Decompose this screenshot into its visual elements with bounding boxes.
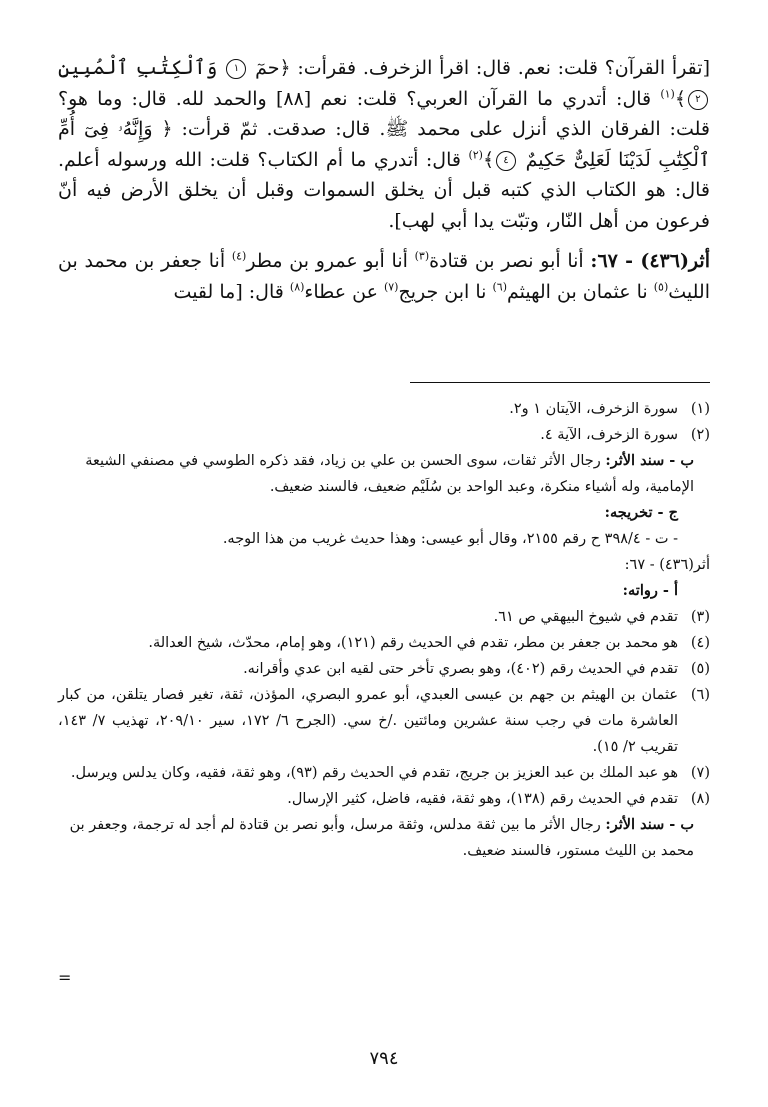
footnote-number: (١) (690, 401, 710, 417)
footnote-5 (58, 656, 710, 682)
footnote-ref: (٦) (492, 280, 507, 294)
text-segment: نا ابن جريج (398, 280, 493, 303)
footnotes (58, 396, 710, 864)
footnote-1 (58, 396, 710, 422)
text-segment: نا عثمان بن الهيثم (507, 280, 654, 303)
footnote-number: (٨) (690, 791, 710, 807)
section-heading: ب - سند الأثر: (605, 452, 694, 469)
footnote-number: (٦) (690, 687, 710, 703)
main-text (58, 52, 710, 307)
takhrij-heading: ج - تخريجه: (604, 504, 678, 521)
footnote-text: سورة الزخرف، الآية ٤. (540, 427, 678, 443)
footnote-number: (٣) (690, 609, 710, 625)
ayah-marker: ١ (226, 59, 246, 79)
section-heading: ب - سند الأثر: (605, 816, 694, 833)
footnote-number: (٤) (690, 635, 710, 651)
ayah-marker: ٤ (496, 151, 516, 171)
text-segment: [تقرأ القرآن؟ قلت: نعم. قال: اقرأ الزخرف. فقرأت: ﴿حمٓ (248, 57, 710, 79)
athar-label: أثر(٤٣٦) - ٦٧: (590, 250, 710, 272)
footnote-text: هو عبد الملك بن عبد العزيز بن جريج، تقدم في الحديث رقم (٩٣)، وهو ثقة، فقيه، وكان يدلس ويرسل. (70, 765, 678, 781)
bracket: ﴾ (674, 87, 686, 110)
ruwat-heading: أ - رواته: (622, 582, 678, 599)
footnote-ref: (٢) (468, 148, 483, 162)
sanad-section-1 (58, 448, 710, 500)
footnote-7 (58, 760, 710, 786)
footnote-text: سورة الزخرف، الآيتان ١ و٢. (509, 401, 678, 417)
takhrij-text: - ت - ٣٩٨/٤ ح رقم ٢١٥٥، وقال أبو عيسى: وهذا حديث غريب من هذا الوجه. (222, 531, 678, 547)
footnote-separator (410, 382, 710, 383)
footnote-6 (58, 682, 710, 760)
footnote-2 (58, 422, 710, 448)
text-segment: قال: أتدري ما أم الكتاب؟ قلت: الله ورسوله أعلم. قال: هو الكتاب الذي كتبه قبل أن يخلق السموات وقبل أن يخلق الأرض فيه أنّ فرعون من أهل النّار، وتبّت يدا أبي لهب]. (58, 148, 710, 232)
footnote-number: (٢) (690, 427, 710, 443)
ayah-marker: ٢ (688, 90, 708, 110)
footnote-ref: (٤) (231, 249, 247, 263)
footnote-number: (٧) (690, 765, 710, 781)
text-segment: أنا جعفر بن محمد بن الليث (58, 250, 710, 303)
footnote-text: تقدم في شيوخ البيهقي ص ٦١. (493, 609, 678, 625)
text-segment: قال: أتدري ما القرآن العربي؟ قلت: نعم [٨٨] والحمد لله. قال: وما هو؟ قلت: الفرقان الذي أنزل على محمد ﷺ. قال: صدقت. ثمّ قرأت: ﴿ وَإِنَّهُۥ فِىٓ أُمِّ ٱلْكِتَٰبِ لَدَيْنَا لَعَلِىٌّ حَكِيمٌ (58, 87, 711, 171)
footnote-text: تقدم في الحديث رقم (٤٠٢)، وهو بصري تأخر حتى لقيه ابن عدي وأقرانه. (243, 661, 678, 677)
sanad-section-2 (58, 812, 710, 864)
main-paragraph-2 (58, 246, 710, 307)
footnote-text: تقدم في الحديث رقم (١٣٨)، وهو ثقة، فقيه، فاضل، كثير الإرسال. (287, 791, 678, 807)
text-segment: قال: [ما لقيت (173, 280, 290, 303)
quran-text: وَٱلْكِتَٰبِ ٱلْمُبِينِ (58, 55, 225, 79)
footnote-ref: (٥) (653, 280, 669, 294)
bracket: ﴾ (482, 148, 495, 171)
footnote-ref: (٣) (414, 249, 430, 263)
footnote-3 (58, 604, 710, 630)
footnote-ref: (٨) (289, 280, 305, 294)
continuation-mark: = (58, 968, 72, 987)
text-segment: عن عطاء (304, 280, 384, 303)
footnote-text: هو محمد بن جعفر بن مطر، تقدم في الحديث رقم (١٢١)، وهو إمام، محدّث، شيخ العدالة. (148, 635, 678, 651)
footnote-8 (58, 786, 710, 812)
footnote-ref: (٧) (383, 280, 399, 294)
footnote-ref: (١) (660, 87, 675, 101)
page-number: ٧٩٤ (369, 1048, 399, 1069)
section-text: رجال الأثر ما بين ثقة مدلس، وثقة مرسل، وأبو نصر بن قتادة لم أجد له ترجمة، وجعفر بن محمد بن الليث مستور، فالسند ضعيف. (69, 817, 694, 859)
text-segment: أنا أبو عمرو بن مطر (246, 250, 415, 272)
text-segment: أنا أبو نصر بن قتادة (429, 250, 591, 272)
footnote-text: عثمان بن الهيثم بن جهم بن عيسى العبدي، أبو عمرو البصري، المؤذن، ثقة، تغير فصار يتلقن، من كبار العاشرة مات في رجب سنة عشرين ومائتين ./خ سي. (الجرح ٦/ ١٧٢، سير ٢٠٩/١٠، تهذيب ٧/ ١٤٣، تقريب ٢/ ١٥). (58, 687, 678, 755)
main-paragraph-1 (58, 52, 710, 236)
footnote-number: (٥) (690, 661, 710, 677)
section-text: رجال الأثر ثقات، سوى الحسن بن علي بن زياد، فقد ذكره الطوسي في مصنفي الشيعة الإمامية، وله أشياء منكرة، وعبد الواحد بن سُلَيْم ضعيف، فالسند ضعيف. (85, 453, 694, 495)
footnote-4 (58, 630, 710, 656)
athar-line: أثر(٤٣٦) - ٦٧: (624, 557, 710, 573)
